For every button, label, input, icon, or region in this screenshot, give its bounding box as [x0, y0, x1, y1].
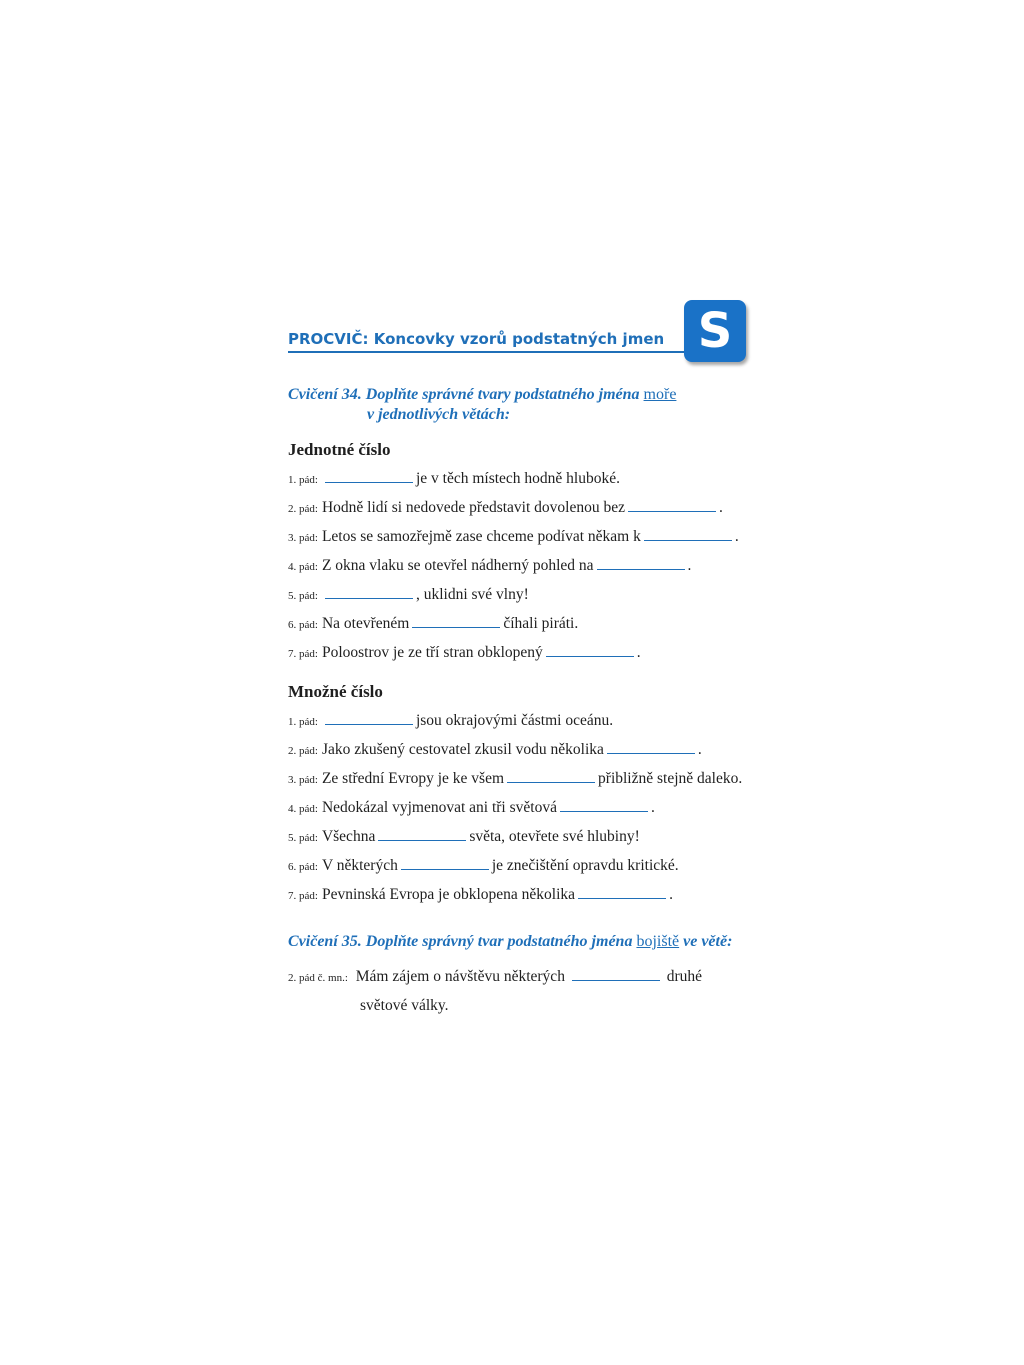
exercise-row: [288, 740, 702, 761]
exercise-row: [288, 469, 620, 490]
exercise-35-title-suffix: ve větě:: [683, 933, 733, 950]
sentence-after: .: [669, 886, 673, 903]
sentence-after: druhé: [666, 968, 702, 985]
case-label: 7. pád:: [288, 890, 318, 902]
answer-blank[interactable]: [607, 752, 695, 754]
case-label: 2. pád:: [288, 745, 318, 757]
section-badge: S: [684, 300, 746, 362]
exercise-35-title: [288, 932, 732, 952]
exercise-35-title-prefix: Cvičení 35. Doplňte správný tvar podstatného jména: [288, 933, 633, 950]
exercise-row: [288, 498, 723, 519]
sentence-before: Hodně lidí si nedovede představit dovolenou bez: [321, 499, 625, 516]
sentence-after: jsou okrajovými částmi oceánu.: [415, 712, 614, 729]
case-label: 6. pád:: [288, 619, 318, 631]
case-label: 2. pád:: [288, 503, 318, 515]
sentence-after: číhali piráti.: [503, 615, 579, 632]
exercise-35-continuation: světové války.: [360, 997, 449, 1014]
answer-blank[interactable]: [572, 979, 660, 981]
case-label: 4. pád:: [288, 561, 318, 573]
answer-blank[interactable]: [325, 723, 413, 725]
exercise-row: [288, 643, 641, 664]
answer-blank[interactable]: [507, 781, 595, 783]
exercise-34-word: moře: [643, 386, 677, 403]
sentence-after: .: [650, 799, 655, 816]
answer-blank[interactable]: [546, 655, 634, 657]
plural-heading: Množné číslo: [288, 682, 383, 701]
sentence-before: Ze střední Evropy je ke všem: [321, 770, 505, 787]
sentence-after: světa, otevřete své hlubiny!: [469, 828, 640, 845]
exercise-row: [288, 527, 739, 548]
header-rule: [288, 351, 688, 353]
case-label: 5. pád:: [288, 590, 318, 602]
case-label: 2. pád č. mn.:: [288, 972, 348, 984]
answer-blank[interactable]: [597, 568, 685, 570]
exercise-row: [288, 885, 673, 906]
exercise-34-title: [288, 385, 676, 405]
case-label: 4. pád:: [288, 803, 318, 815]
singular-heading: Jednotné číslo: [288, 440, 391, 459]
exercise-35-word: bojiště: [636, 933, 680, 950]
exercise-row: [288, 856, 679, 877]
case-label: 6. pád:: [288, 861, 318, 873]
exercise-34-title-line2: v jednotlivých větách:: [367, 406, 511, 423]
sentence-before: Všechna: [321, 828, 376, 845]
case-label: 1. pád:: [288, 716, 318, 728]
answer-blank[interactable]: [560, 810, 648, 812]
sentence-after: , uklidni své vlny!: [415, 586, 529, 603]
sentence-after: .: [687, 557, 692, 574]
sentence-after: .: [697, 741, 702, 758]
sentence-after: je v těch místech hodně hluboké.: [415, 470, 620, 487]
answer-blank[interactable]: [644, 539, 732, 541]
exercise-row: [288, 827, 640, 848]
sentence-after: přibližně stejně daleko.: [598, 770, 743, 787]
exercise-row: [288, 556, 691, 577]
sentence-before: Na otevřeném: [321, 615, 410, 632]
sentence-after: .: [734, 528, 739, 545]
case-label: 7. pád:: [288, 648, 318, 660]
exercise-row: [288, 711, 613, 732]
exercise-row: [288, 798, 655, 819]
exercise-35-row: [288, 967, 702, 988]
answer-blank[interactable]: [628, 510, 716, 512]
sentence-after: .: [719, 499, 723, 516]
answer-blank[interactable]: [325, 597, 413, 599]
header-title: PROCVIČ: Koncovky vzorů podstatných jmen: [288, 330, 665, 348]
sentence-before: Z okna vlaku se otevřel nádherný pohled na: [321, 557, 594, 574]
case-label: 1. pád:: [288, 474, 318, 486]
sentence-before: Pevninská Evropa je obklopena několika: [321, 886, 576, 903]
exercise-row: [288, 769, 742, 790]
exercise-34-title-prefix: Cvičení 34. Doplňte správné tvary podstatného jména: [288, 386, 640, 403]
sentence-before: Mám zájem o návštěvu některých: [355, 968, 565, 985]
sentence-before: V některých: [321, 857, 398, 874]
exercise-row: [288, 585, 529, 606]
answer-blank[interactable]: [325, 481, 413, 483]
sentence-before: Poloostrov je ze tří stran obklopený: [321, 644, 543, 661]
answer-blank[interactable]: [578, 897, 666, 899]
sentence-after: .: [636, 644, 641, 661]
answer-blank[interactable]: [412, 626, 500, 628]
case-label: 3. pád:: [288, 774, 318, 786]
case-label: 3. pád:: [288, 532, 318, 544]
exercise-row: [288, 614, 578, 635]
sentence-before: Letos se samozřejmě zase chceme podívat někam k: [321, 528, 641, 545]
answer-blank[interactable]: [401, 868, 489, 870]
sentence-before: Nedokázal vyjmenovat ani tři světová: [321, 799, 557, 816]
case-label: 5. pád:: [288, 832, 318, 844]
answer-blank[interactable]: [378, 839, 466, 841]
sentence-before: Jako zkušený cestovatel zkusil vodu několika: [321, 741, 604, 758]
sentence-after: je znečištění opravdu kritické.: [491, 857, 679, 874]
